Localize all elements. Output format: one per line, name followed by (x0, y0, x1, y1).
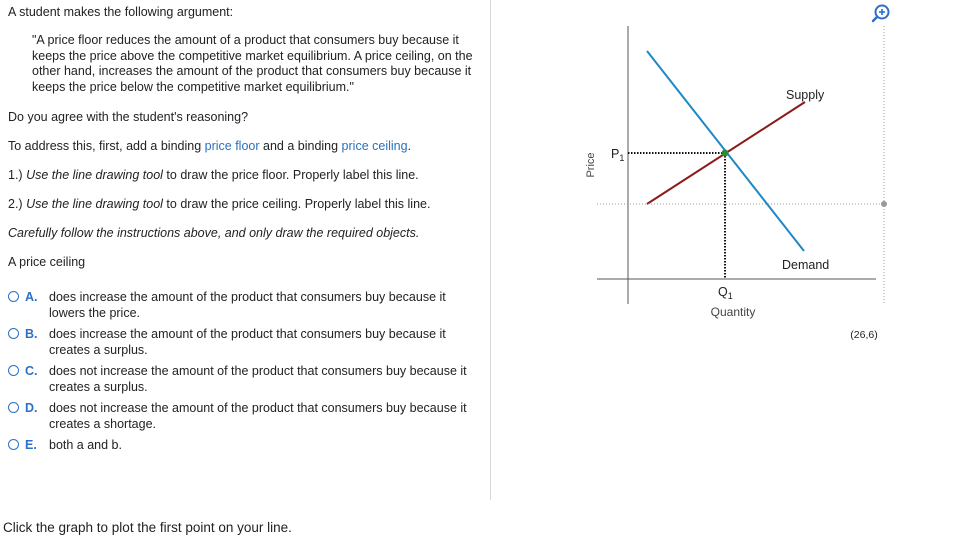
option-text: does not increase the amount of the product that consumers buy because it creates a shortage. (49, 401, 467, 431)
step-text: to draw the price floor. Properly label this line. (162, 168, 419, 182)
option-letter: B. (25, 327, 38, 341)
step-number: 2.) (8, 197, 27, 211)
careful-note: Carefully follow the instructions above, and only draw the required objects. (8, 226, 420, 240)
option-letter: D. (25, 401, 38, 415)
option-text: does not increase the amount of the product that consumers buy because it creates a surplus. (49, 364, 467, 394)
instruction-text: . (407, 139, 412, 153)
x-axis-label: Quantity (710, 305, 756, 319)
p1-letter: P (611, 147, 620, 161)
instruction-text: To address this, first, add a binding (8, 139, 205, 153)
step-text: to draw the price ceiling. Properly label this line. (162, 197, 431, 211)
q1-subscript: 1 (727, 291, 733, 301)
status-hint: Click the graph to plot the first point on your line. (3, 520, 292, 535)
option-letter: C. (25, 364, 38, 378)
price-floor-term: price floor (204, 139, 260, 153)
p1-label (611, 147, 624, 163)
option-letter: A. (25, 290, 38, 304)
option-text: does increase the amount of the product that consumers buy because it creates a surplus. (49, 327, 446, 357)
instruction-text: and a binding (259, 139, 342, 153)
step-number: 1.) (8, 168, 27, 182)
tool-name: Use the line drawing tool (26, 197, 163, 211)
zoom-in-icon[interactable] (873, 6, 889, 22)
demand-label: Demand (782, 258, 830, 272)
y-axis-label: Price (585, 152, 597, 178)
coordinate-readout: (26,6) (850, 329, 878, 341)
equilibrium-point[interactable] (722, 150, 729, 157)
option-letter: E. (25, 438, 37, 452)
student-quote: "A price floor reduces the amount of a product that consumers buy because it keeps the price above the competitive market equilibrium. A price ceiling, on the other hand, increases the amount of the product that consumers buy because it keeps the price below the competitive market equilibrium." (32, 33, 473, 94)
supply-label: Supply (786, 88, 825, 102)
cursor-point (881, 201, 887, 207)
agree-question: Do you agree with the student's reasoning? (8, 110, 249, 124)
tool-name: Use the line drawing tool (26, 168, 163, 182)
option-text: both a and b. (49, 438, 122, 452)
intro-text: A student makes the following argument: (8, 5, 234, 19)
q1-letter: Q (718, 285, 728, 299)
p1-subscript: 1 (619, 153, 625, 163)
option-text: does increase the amount of the product that consumers buy because it lowers the price. (49, 290, 446, 320)
q1-label (718, 285, 733, 301)
price-ceiling-term: price ceiling (341, 139, 408, 153)
question-stem: A price ceiling (8, 255, 86, 269)
